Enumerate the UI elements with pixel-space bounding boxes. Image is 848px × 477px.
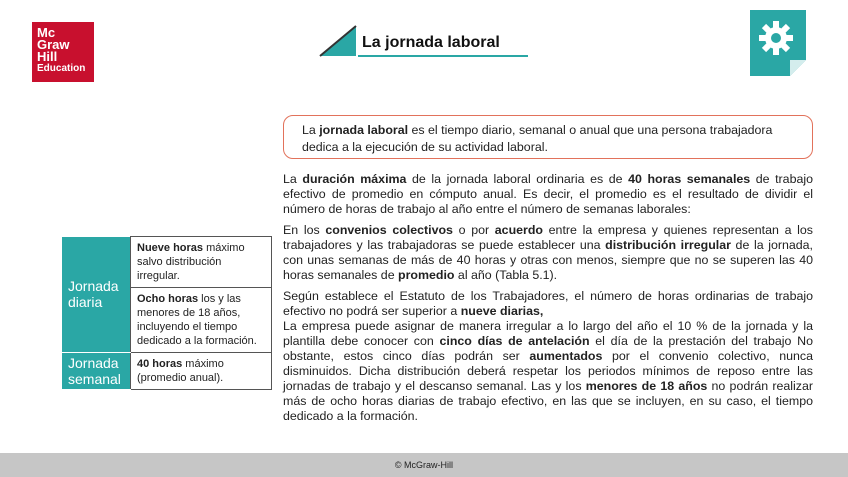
logo-line: Mc xyxy=(37,25,56,40)
mcgraw-hill-logo xyxy=(32,22,94,82)
paragraph-3: Según establece el Estatuto de los Trabajadores, el número de horas ordinarias de trabajo efectivo no podrá ser superior a nueve diarias, xyxy=(283,289,813,318)
footer xyxy=(0,453,848,477)
table-cell: Ocho horas los y las menores de 18 años, incluyendo el tiempo dedicado a la formación. xyxy=(131,288,272,353)
logo-line: Hill xyxy=(37,49,58,64)
gear-document-icon[interactable] xyxy=(750,10,806,76)
copyright-text: © McGraw-Hill xyxy=(394,460,454,470)
daily-label: Jornada diaria xyxy=(62,237,131,353)
paragraph-4: La empresa puede asignar de manera irregular a lo largo del año el 10 % de la jornada y la plantilla debe conocer con cinco días de antelación el día de la prestación del trabajo No obstante, estos cinco días podrán ser aumentados por el convenio colectivo, nunca disminuidos. Dicha distribución deberá respetar los periodos mínimos de reposo entre las jornadas de trabajo y el descanso semanal. Las y los menores de 18 años no podrán realizar más de ocho horas diarias de trabajo efectivo, en las que se incluyen, en su caso, el tiempo dedicado a la formación. xyxy=(283,319,814,423)
working-hours-table xyxy=(62,236,272,390)
page-title: La jornada laboral xyxy=(362,34,500,51)
table-cell: Nueve horas máximo salvo distribución irregular. xyxy=(131,237,272,288)
definition-box: La jornada laboral es el tiempo diario, semanal o anual que una persona trabajadora dedica a la ejecución de su actividad laboral. xyxy=(283,115,813,159)
table-row xyxy=(62,237,272,288)
logo-line: Graw xyxy=(37,37,70,52)
page-header xyxy=(318,24,518,60)
table-cell: 40 horas máximo (promedio anual). xyxy=(131,353,272,390)
paragraph-2: En los convenios colectivos o por acuerdo entre la empresa y quienes representan a los trabajadores y las trabajadoras se puede establecer una distribución irregular de la jornada, con unas semanas de más de 40 horas y otras con menos, siempre que no se superen las 40 horas semanales de promedio al año (Tabla 5.1). xyxy=(283,223,813,282)
weekly-label: Jornada semanal xyxy=(62,353,131,390)
paragraph-1: La duración máxima de la jornada laboral ordinaria es de 40 horas semanales de trabajo efectivo de promedio en cómputo anual. Es decir, el promedio es el resultado de dividir el número de horas de trabajo al año entre el número de semanas laborales: xyxy=(283,172,813,216)
title-triangle-icon xyxy=(318,24,362,58)
logo-line: Education xyxy=(37,63,86,74)
body-text xyxy=(283,172,813,430)
title-underline xyxy=(358,55,528,57)
table-row xyxy=(62,353,272,390)
